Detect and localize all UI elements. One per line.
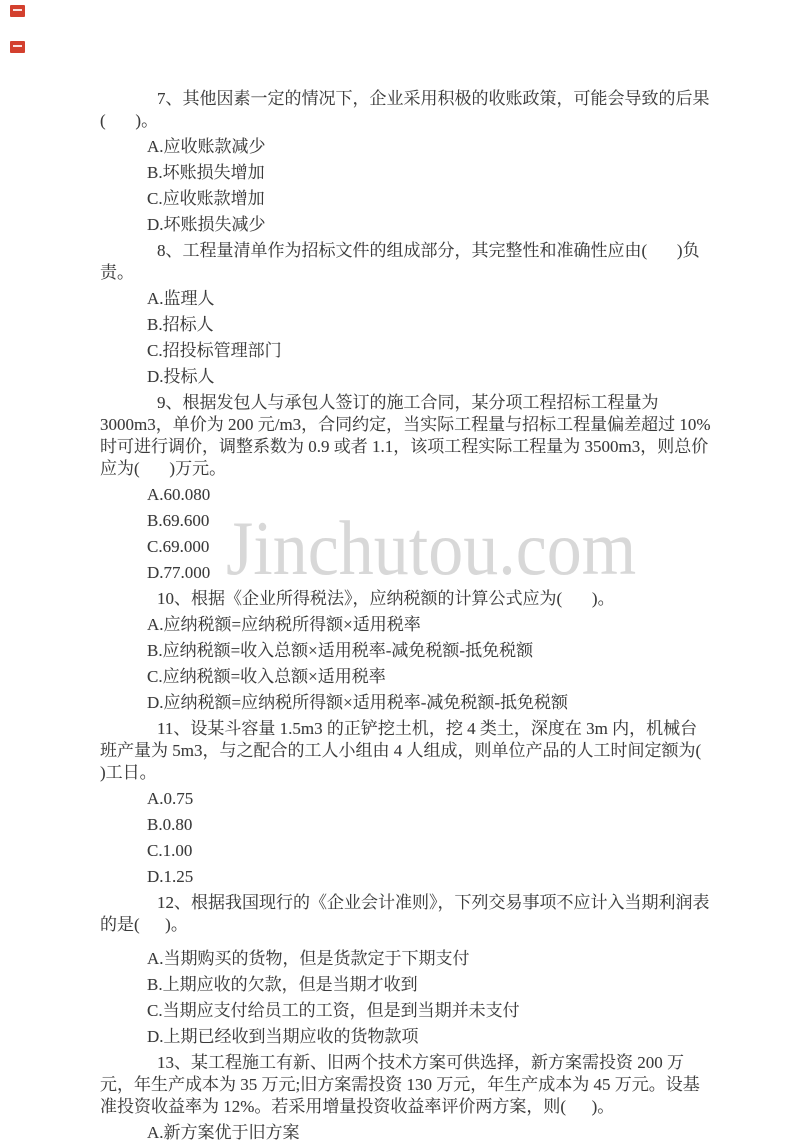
option-line: A.应纳税额=应纳税所得额×适用税率 bbox=[147, 615, 421, 634]
option-line: D.应纳税额=应纳税所得额×适用税率-减免税额-抵免税额 bbox=[147, 693, 569, 712]
site-watermark: Jinchutou.com bbox=[226, 507, 637, 592]
question-stem: 12、根据我国现行的《企业会计准则》，下列交易事项不应计入当期利润表的是( )。 bbox=[100, 893, 710, 934]
option-line: D.上期已经收到当期应收的货物款项 bbox=[147, 1027, 419, 1046]
option-line: B.坏账损失增加 bbox=[147, 163, 265, 182]
option-line: D.投标人 bbox=[147, 367, 215, 386]
option-line: A.当期购买的货物，但是货款定于下期支付 bbox=[147, 949, 470, 968]
option-line: A.监理人 bbox=[147, 289, 215, 308]
option-line: B.上期应收的欠款，但是当期才收到 bbox=[147, 975, 418, 994]
option-line: A.60.080 bbox=[147, 485, 211, 504]
option-line: C.当期应支付给员工的工资，但是到当期并未支付 bbox=[147, 1001, 520, 1020]
option-line: B.招标人 bbox=[147, 315, 214, 334]
option-line: D.1.25 bbox=[147, 867, 194, 886]
question-stem: 10、根据《企业所得税法》，应纳税额的计算公式应为( )。 bbox=[157, 589, 615, 608]
option-line: D.77.000 bbox=[147, 563, 211, 582]
option-line: D.坏账损失减少 bbox=[147, 215, 266, 234]
question-stem: 11、设某斗容量 1.5m3 的正铲挖土机，挖 4 类土，深度在 3m 内，机械台班产量为 5m3，与之配合的工人小组由 4 人组成，则单位产品的人工时间定额为( )工日。 bbox=[100, 719, 727, 782]
question-stem: 9、根据发包人与承包人签订的施工合同，某分项工程招标工程量为 3000m3，单价为 200 元/m3，合同约定，当实际工程量与招标工程量偏差超过 10%时可进行调价，调整系数为 0.9 或者 1.1，该项工程实际工程量为 3500m3，则总价应为( )万元。 bbox=[100, 393, 711, 478]
option-line: B.0.80 bbox=[147, 815, 193, 834]
option-line: C.招投标管理部门 bbox=[147, 341, 282, 360]
option-line: C.69.000 bbox=[147, 537, 210, 556]
question-stem: 8、工程量清单作为招标文件的组成部分，其完整性和准确性应由( )负责。 bbox=[100, 241, 700, 282]
document-body bbox=[100, 88, 727, 1148]
option-line: C.1.00 bbox=[147, 841, 193, 860]
option-line: A.应收账款减少 bbox=[147, 137, 266, 156]
red-mark-icon bbox=[10, 41, 25, 53]
option-line: A.新方案优于旧方案 bbox=[147, 1123, 300, 1142]
option-line: B.69.600 bbox=[147, 511, 210, 530]
question-stem: 7、其他因素一定的情况下，企业采用积极的收账政策，可能会导致的后果( )。 bbox=[100, 89, 710, 130]
red-mark-icon bbox=[10, 5, 25, 17]
option-line: C.应纳税额=收入总额×适用税率 bbox=[147, 667, 386, 686]
question-stem: 13、某工程施工有新、旧两个技术方案可供选择，新方案需投资 200 万元，年生产成本为 35 万元;旧方案需投资 130 万元，年生产成本为 45 万元。设基准投资收益率为 12%。若采用增量投资收益率评价两方案，则( )。 bbox=[100, 1053, 700, 1116]
option-line: B.应纳税额=收入总额×适用税率-减免税额-抵免税额 bbox=[147, 641, 534, 660]
option-line: C.应收账款增加 bbox=[147, 189, 265, 208]
option-line: A.0.75 bbox=[147, 789, 194, 808]
